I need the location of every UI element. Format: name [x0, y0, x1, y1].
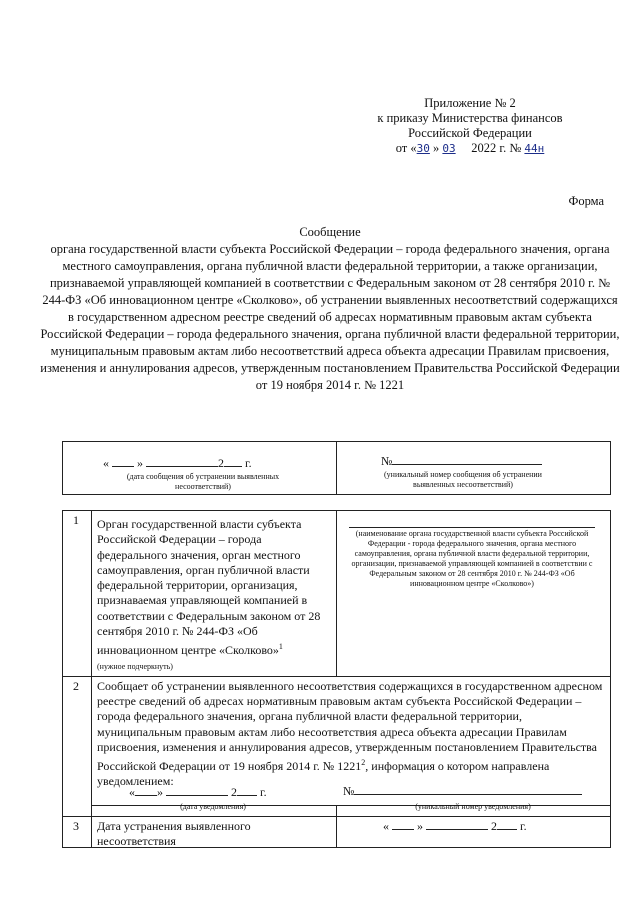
title-heading: Сообщение [299, 225, 361, 239]
order-number: 44н [524, 142, 545, 155]
row3-label: Дата устранения выявленного несоответствия [97, 819, 251, 848]
appendix-header [360, 96, 580, 156]
appendix-number: Приложение № 2 [424, 96, 516, 110]
document-title [40, 224, 620, 394]
row2-number: 2 [73, 679, 79, 693]
date-prefix: от « [395, 141, 417, 155]
message-date-field[interactable]: « » 2 г. [103, 456, 252, 470]
order-reference: к приказу Министерства финансов [377, 111, 563, 125]
row1-authority-name-field[interactable] [349, 527, 595, 528]
title-body: органа государственной власти субъекта Российской Федерации – города федерального значения, органа местного самоуправления, органа публичной власти федеральной территории, а также организации, признаваемой управляющей компанией в соответствии с Федеральным законом от 28 сентября 2010 г. № 244-ФЗ «Об инновационном центре «Сколково», об устранении выявленных несоответствий содержащихся в государственном адресном реестре сведений об адресах нормативным правовым актам субъекта Российской Федерации – города федерального значения, органа публичной власти федеральной территории, муниципальным правовым актам либо несоответствий адреса объекта адресации Правилам присвоения, изменения и аннулирования адресов, утвержденным постановлением Правительства Российской Федерации от 19 ноября 2014 г. № 1221 [40, 242, 620, 392]
order-day: 30 [416, 142, 430, 155]
notice-date-caption: (дата уведомления) [180, 802, 246, 811]
row2-text: Сообщает об устранении выявленного несоответствия содержащихся в государственном адресном реестре сведений об адресах нормативным правовым актам субъекта Российской Федерации – города федерального значения, органа публичной власти федеральной территории, муниципальным правовым актам либо несоответствия адреса объекта адресации Правилам присвоения, изменения и аннулирования адресов, утвержденным постановлением Правительства Российской Федерации от 19 ноября 2014 г. № 1221$^2$, информация о котором направлена уведомлением: [97, 679, 603, 789]
row1-underline-note: (нужное подчеркнуть) [97, 662, 173, 671]
notice-number-field[interactable]: № [343, 784, 603, 799]
message-number-caption: (уникальный номер сообщения об устранении выявленных несоответствий) [384, 470, 542, 489]
ministry-name: Российской Федерации [408, 126, 532, 140]
message-date-number-box [62, 441, 611, 495]
order-year: 2022 г. № [471, 141, 522, 155]
form-label: Форма [568, 194, 604, 208]
message-date-caption: (дата сообщения об устранении выявленных несоответствий) [126, 472, 280, 491]
notice-date-field[interactable]: « » 2 г. [129, 785, 267, 799]
row1-authority-label: Орган государственной власти субъекта Российской Федерации – города федерального значения, орган местного самоуправления, орган публичной власти федеральной территории, организация, признаваемая управляющей компанией в соответствии с Федеральным законом от 28 сентября 2010 г. № 244-ФЗ «Об инновационном центре «Сколково»$^1$ [97, 517, 321, 658]
row1-number: 1 [73, 513, 79, 527]
row3-number: 3 [73, 819, 79, 833]
date-mid: » [433, 141, 440, 155]
fix-date-field[interactable]: « » 2 г. [383, 819, 527, 833]
message-table [62, 510, 611, 848]
row1-authority-caption: (наименование органа государственной власти субъекта Российской Федерации - города федерального значения, органа местного самоуправления, органа публичной власти федеральной территории, организации, признаваемой управляющей компанией в соответствии с Федеральным законом от 28 сентября 2010 г. № 244-ФЗ «Об инновационном центре «Сколково») [351, 529, 593, 588]
order-date-line [360, 141, 580, 156]
order-month: 03 [442, 142, 456, 155]
notice-number-caption: (уникальный номер уведомления) [415, 802, 531, 811]
message-number-field[interactable]: № [381, 454, 561, 469]
